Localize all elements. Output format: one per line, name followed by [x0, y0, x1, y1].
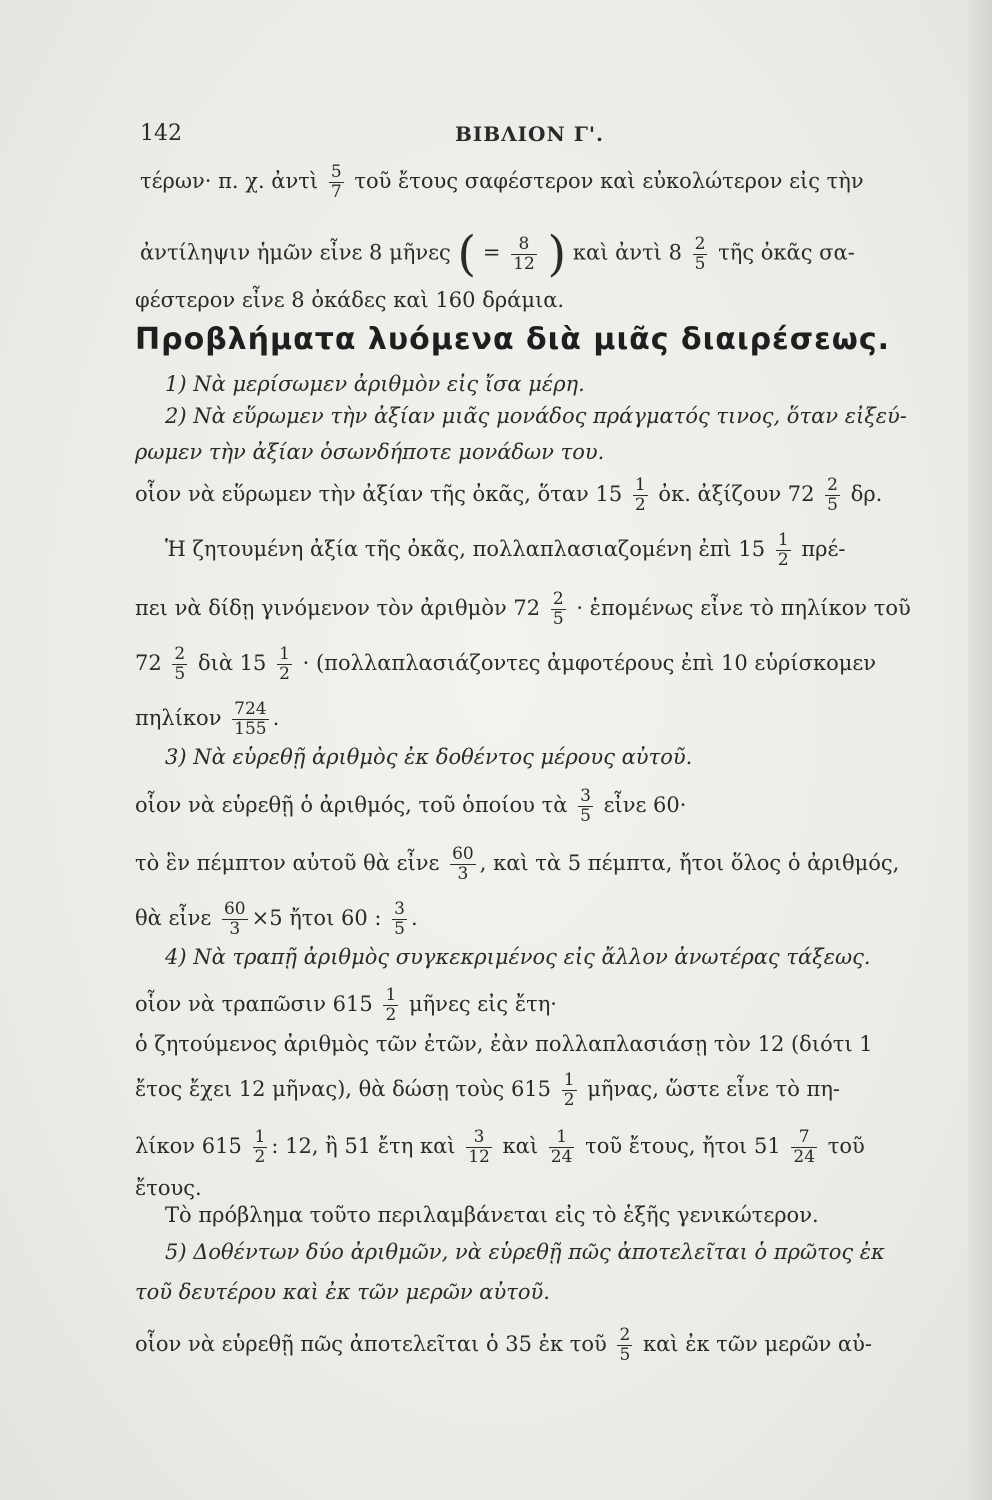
- equals-sign: =: [482, 240, 501, 265]
- numerator: 724: [234, 699, 267, 719]
- denominator: 5: [619, 1345, 631, 1365]
- fraction: [693, 235, 708, 274]
- text-run: μῆνας, ὥστε εἶνε τὸ πη-: [587, 1077, 841, 1101]
- denominator: 155: [234, 719, 267, 739]
- numerator: 60: [452, 844, 474, 864]
- fraction: [617, 1326, 632, 1365]
- text-line: [135, 787, 686, 826]
- text-run: τοῦ ἔτους σαφέστερον καὶ εὐκολώτερον εἰς τὴν: [354, 169, 864, 193]
- fraction: [172, 645, 187, 684]
- text-run: πει νὰ δίδῃ γινόμενον τὸν ἀριθμὸν 72: [135, 596, 541, 620]
- fraction: [776, 531, 791, 570]
- text-line: [135, 590, 911, 629]
- text-line: [135, 645, 876, 684]
- text-line: ἔτους.: [135, 1176, 202, 1200]
- text-line: [135, 986, 557, 1025]
- numerator: 1: [563, 1070, 575, 1090]
- denominator: 24: [550, 1147, 573, 1167]
- numerator: 1: [634, 475, 646, 495]
- text-line: [135, 700, 279, 739]
- text-run: ×5 ἤτοι 60 :: [251, 906, 382, 930]
- text-line: [135, 476, 882, 515]
- text-line: [135, 1071, 840, 1110]
- denominator: 7: [330, 182, 342, 202]
- text-line: [135, 1326, 872, 1365]
- text-run: διὰ 15: [197, 651, 267, 675]
- text-run: οἷον νὰ εὕρωμεν τὴν ἀξίαν τῆς ὀκᾶς, ὅταν 15: [135, 482, 623, 506]
- text-run: εἶνε 60·: [603, 793, 687, 817]
- denominator: 2: [279, 664, 290, 684]
- denominator: 3: [222, 919, 248, 939]
- numerator: 5: [330, 162, 342, 182]
- text-run: μῆνες εἰς ἔτη·: [408, 992, 557, 1016]
- text-run: · (πολλαπλασιάζοντες ἀμφοτέρους ἐπὶ 10 εὑρίσκομεν: [302, 651, 877, 675]
- text-run: οἷον νὰ εὑρεθῇ πῶς ἀποτελεῖται ὁ 35 ἐκ τοῦ: [135, 1332, 607, 1356]
- text-run: τοῦ ἔτους, ἤτοι 51: [585, 1134, 781, 1158]
- text-run: , καὶ τὰ 5 πέμπτα, ἤτοι ὅλος ὁ ἀριθμός,: [479, 851, 900, 875]
- problem-3: 3) Νὰ εὑρεθῇ ἀριθμὸς ἐκ δοθέντος μέρους αὐτοῦ.: [165, 745, 693, 769]
- denominator: 2: [563, 1090, 575, 1110]
- problem-1: 1) Νὰ μερίσωμεν ἀριθμὸν εἰς ἴσα μέρη.: [165, 372, 585, 396]
- fraction: [562, 1071, 577, 1110]
- paren-close: ): [547, 226, 567, 282]
- denominator: 3: [450, 864, 476, 884]
- numerator: 2: [694, 233, 706, 254]
- text-run: 72: [135, 651, 162, 675]
- paren-open: (: [457, 226, 477, 282]
- text-run: καὶ ἀντὶ 8: [572, 240, 682, 265]
- text-run: οἷον νὰ τραπῶσιν 615: [135, 992, 373, 1016]
- text-run: καὶ ἐκ τῶν μερῶν αὐ-: [643, 1332, 872, 1356]
- fraction: [383, 986, 398, 1025]
- numerator: 2: [174, 644, 186, 664]
- numerator: 60: [223, 899, 246, 919]
- text-run: θὰ εἶνε: [135, 906, 212, 930]
- text-line: [140, 226, 855, 282]
- denominator: 5: [694, 253, 706, 274]
- text-run: τέρων· π. χ. ἀντὶ: [140, 169, 319, 193]
- numerator: 2: [827, 475, 838, 495]
- text-run: δρ.: [850, 482, 883, 506]
- problem-4: 4) Νὰ τραπῇ ἀριθμὸς συγκεκριμένος εἰς ἄλλον ἀνωτέρας τάξεως.: [165, 945, 871, 969]
- section-heading: Προβλήματα λυόμενα διὰ μιᾶς διαιρέσεως.: [135, 322, 891, 357]
- text-run: .: [272, 706, 280, 730]
- fraction: [466, 1128, 492, 1167]
- denominator: 2: [777, 550, 789, 570]
- fraction: [551, 590, 566, 629]
- text-run: .: [410, 906, 418, 930]
- text-line: [135, 1128, 865, 1167]
- text-run: · ἑπομένως εἶνε τὸ πηλίκον τοῦ: [576, 596, 911, 620]
- text-run: τοῦ: [827, 1134, 865, 1158]
- fraction: [578, 787, 593, 826]
- numerator: 1: [777, 530, 789, 550]
- problem-2-line-2: ρωμεν τὴν ἀξίαν ὁσωνδήποτε μονάδων του.: [135, 440, 605, 464]
- fraction: [511, 235, 537, 274]
- text-run: πρέ-: [801, 537, 846, 561]
- numerator: 8: [518, 233, 530, 254]
- text-line: ὁ ζητούμενος ἀριθμὸς τῶν ἐτῶν, ἐὰν πολλαπλασιάσῃ τὸν 12 (διότι 1: [135, 1032, 873, 1056]
- text-run: Ἡ ζητουμένη ἀξία τῆς ὀκᾶς, πολλαπλασιαζομένη ἐπὶ 15: [165, 537, 766, 561]
- fraction: [253, 1128, 268, 1167]
- text-line: [135, 845, 899, 884]
- fraction: [232, 700, 268, 739]
- numerator: 2: [552, 589, 564, 609]
- text-line: [135, 900, 418, 939]
- numerator: 7: [798, 1127, 810, 1147]
- text-run: καὶ: [502, 1134, 539, 1158]
- text-run: τῆς ὀκᾶς σα-: [718, 240, 855, 265]
- numerator: 3: [473, 1127, 485, 1147]
- fraction: [277, 645, 292, 684]
- denominator: 5: [552, 609, 564, 629]
- numerator: 1: [385, 985, 397, 1005]
- denominator: 2: [385, 1005, 397, 1025]
- text-run: ὀκ. ἀξίζουν 72: [658, 482, 815, 506]
- denominator: 5: [394, 919, 405, 939]
- fraction: [392, 900, 407, 939]
- fraction: [791, 1128, 817, 1167]
- fraction: [450, 845, 476, 884]
- problem-5-line-1: 5) Δοθέντων δύο ἀριθμῶν, νὰ εὑρεθῇ πῶς ἀποτελεῖται ὁ πρῶτος ἐκ: [165, 1240, 885, 1264]
- numerator: 3: [394, 899, 405, 919]
- fraction: [329, 163, 344, 202]
- problem-5-line-2: τοῦ δευτέρου καὶ ἐκ τῶν μερῶν αὐτοῦ.: [135, 1280, 550, 1304]
- denominator: 24: [793, 1147, 816, 1167]
- denominator: 2: [254, 1147, 266, 1167]
- fraction: [222, 900, 248, 939]
- denominator: 5: [827, 495, 838, 515]
- page-number: 142: [140, 121, 182, 146]
- numerator: 1: [279, 644, 290, 664]
- text-line: [140, 163, 864, 202]
- fraction: [633, 476, 648, 515]
- text-line: [165, 531, 845, 570]
- book-title: ΒΙΒΛΙΟΝ Γ'.: [455, 122, 604, 146]
- fraction: [549, 1128, 575, 1167]
- text-run: λίκον 615: [135, 1134, 242, 1158]
- numerator: 3: [580, 786, 591, 806]
- denominator: 12: [513, 253, 535, 274]
- denominator: 2: [634, 495, 646, 515]
- text-run: πηλίκον: [135, 706, 222, 730]
- denominator: 12: [468, 1147, 490, 1167]
- text-run: οἷον νὰ εὑρεθῇ ὁ ἀριθμός, τοῦ ὁποίου τὰ: [135, 793, 568, 817]
- numerator: 1: [556, 1127, 568, 1147]
- text-run: ἔτος ἔχει 12 μῆνας), θὰ δώσῃ τοὺς 615: [135, 1077, 552, 1101]
- fraction: [825, 476, 840, 515]
- text-line: φέστερον εἶνε 8 ὀκάδες καὶ 160 δράμια.: [135, 288, 565, 312]
- text-run: ἀντίληψιν ἡμῶν εἶνε 8 μῆνες: [140, 240, 451, 265]
- text-line: Τὸ πρόβλημα τοῦτο περιλαμβάνεται εἰς τὸ ἑξῆς γενικώτερον.: [165, 1203, 819, 1227]
- denominator: 5: [580, 806, 591, 826]
- numerator: 1: [254, 1127, 266, 1147]
- numerator: 2: [619, 1325, 631, 1345]
- problem-2-line-1: 2) Νὰ εὕρωμεν τὴν ἀξίαν μιᾶς μονάδος πράγματός τινος, ὅταν εἰξεύ-: [165, 404, 907, 428]
- text-run: τὸ ἓν πέμπτον αὐτοῦ θὰ εἶνε: [135, 851, 440, 875]
- text-run: : 12, ἢ 51 ἔτη καὶ: [271, 1134, 456, 1158]
- denominator: 5: [174, 664, 186, 684]
- page-gutter: [968, 0, 992, 1500]
